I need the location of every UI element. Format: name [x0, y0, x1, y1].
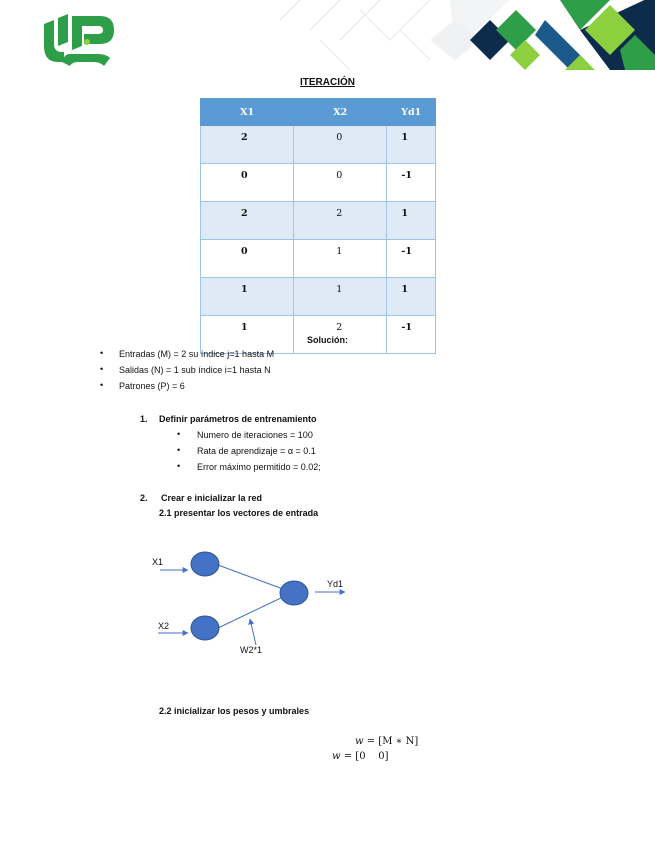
equation-1-rhs: = [M ∗ N]	[366, 736, 419, 747]
section1-title: Definir parámetros de entrenamiento	[159, 414, 317, 424]
equation-2	[332, 751, 389, 762]
iteration-table	[200, 98, 436, 354]
table-row	[201, 202, 436, 240]
cell-yd1: 1	[387, 278, 436, 316]
cell-x1: 1	[201, 316, 294, 354]
solution-title: Solución:	[307, 335, 348, 345]
connection-1	[218, 565, 283, 589]
subsection-2-2: 2.2 inicializar los pesos y umbrales	[159, 706, 310, 716]
table-row	[201, 164, 436, 202]
cell-x1: 2	[201, 202, 294, 240]
section2-title: Crear e inicializar la red	[161, 493, 263, 503]
cell-yd1: 1	[387, 126, 436, 164]
diagram-label-w: W2*1	[240, 645, 263, 655]
cell-x2: 0	[294, 126, 387, 164]
section2-number: 2.	[140, 493, 148, 503]
diagram-label-yd1: Yd1	[327, 579, 344, 589]
input-node-1	[191, 552, 219, 576]
cell-yd1: -1	[387, 316, 436, 354]
upc-logo	[40, 10, 120, 72]
cell-x2: 2	[294, 202, 387, 240]
header-banner	[280, 0, 655, 70]
cell-x2: 1	[294, 240, 387, 278]
header-x2: X2	[294, 99, 387, 126]
cell-yd1: 1	[387, 202, 436, 240]
bullet-inputs: Entradas (M) = 2 su índice j=1 hasta M	[119, 349, 275, 359]
bullet-outputs: Salidas (N) = 1 sub índice i=1 hasta N	[119, 365, 271, 375]
cell-x1: 2	[201, 126, 294, 164]
table-row	[201, 126, 436, 164]
table-header-row	[201, 99, 436, 126]
bullet-dot-icon: •	[177, 429, 181, 439]
diagram-label-x1: X1	[152, 557, 164, 567]
cell-x1: 0	[201, 164, 294, 202]
cell-x2: 2	[294, 316, 387, 354]
bullet-dot-icon: •	[100, 380, 104, 390]
diagram-label-x2: X2	[158, 621, 170, 631]
weight-arrow	[250, 619, 256, 645]
table-row	[201, 240, 436, 278]
cell-x1: 1	[201, 278, 294, 316]
cell-x1: 0	[201, 240, 294, 278]
network-diagram	[150, 545, 360, 660]
param-learning-rate: Rata de aprendizaje = α = 0.1	[197, 446, 316, 456]
header-x1: X1	[201, 99, 294, 126]
output-node	[280, 581, 308, 605]
page-title: ITERACIÓN	[300, 77, 355, 88]
section1-number: 1.	[140, 414, 148, 424]
cell-yd1: -1	[387, 164, 436, 202]
equation-1	[355, 736, 418, 747]
cell-x2: 0	[294, 164, 387, 202]
equation-1-lhs: w	[355, 736, 364, 747]
subsection-2-1: 2.1 presentar los vectores de entrada	[159, 508, 319, 518]
header-yd1: Yd1	[387, 99, 436, 126]
param-max-error: Error máximo permitido = 0.02;	[197, 462, 321, 472]
bullet-dot-icon: •	[100, 364, 104, 374]
param-iterations: Numero de iteraciones = 100	[197, 430, 313, 440]
bullet-patterns: Patrones (P) = 6	[119, 381, 185, 391]
equation-2-lhs: w	[332, 751, 341, 762]
equation-2-rhs: = [0 0]	[343, 751, 389, 762]
table-row	[201, 278, 436, 316]
bullet-dot-icon: •	[177, 445, 181, 455]
cell-yd1: -1	[387, 240, 436, 278]
input-node-2	[191, 616, 219, 640]
cell-x2: 1	[294, 278, 387, 316]
bullet-dot-icon: •	[177, 461, 181, 471]
bullet-dot-icon: •	[100, 348, 104, 358]
